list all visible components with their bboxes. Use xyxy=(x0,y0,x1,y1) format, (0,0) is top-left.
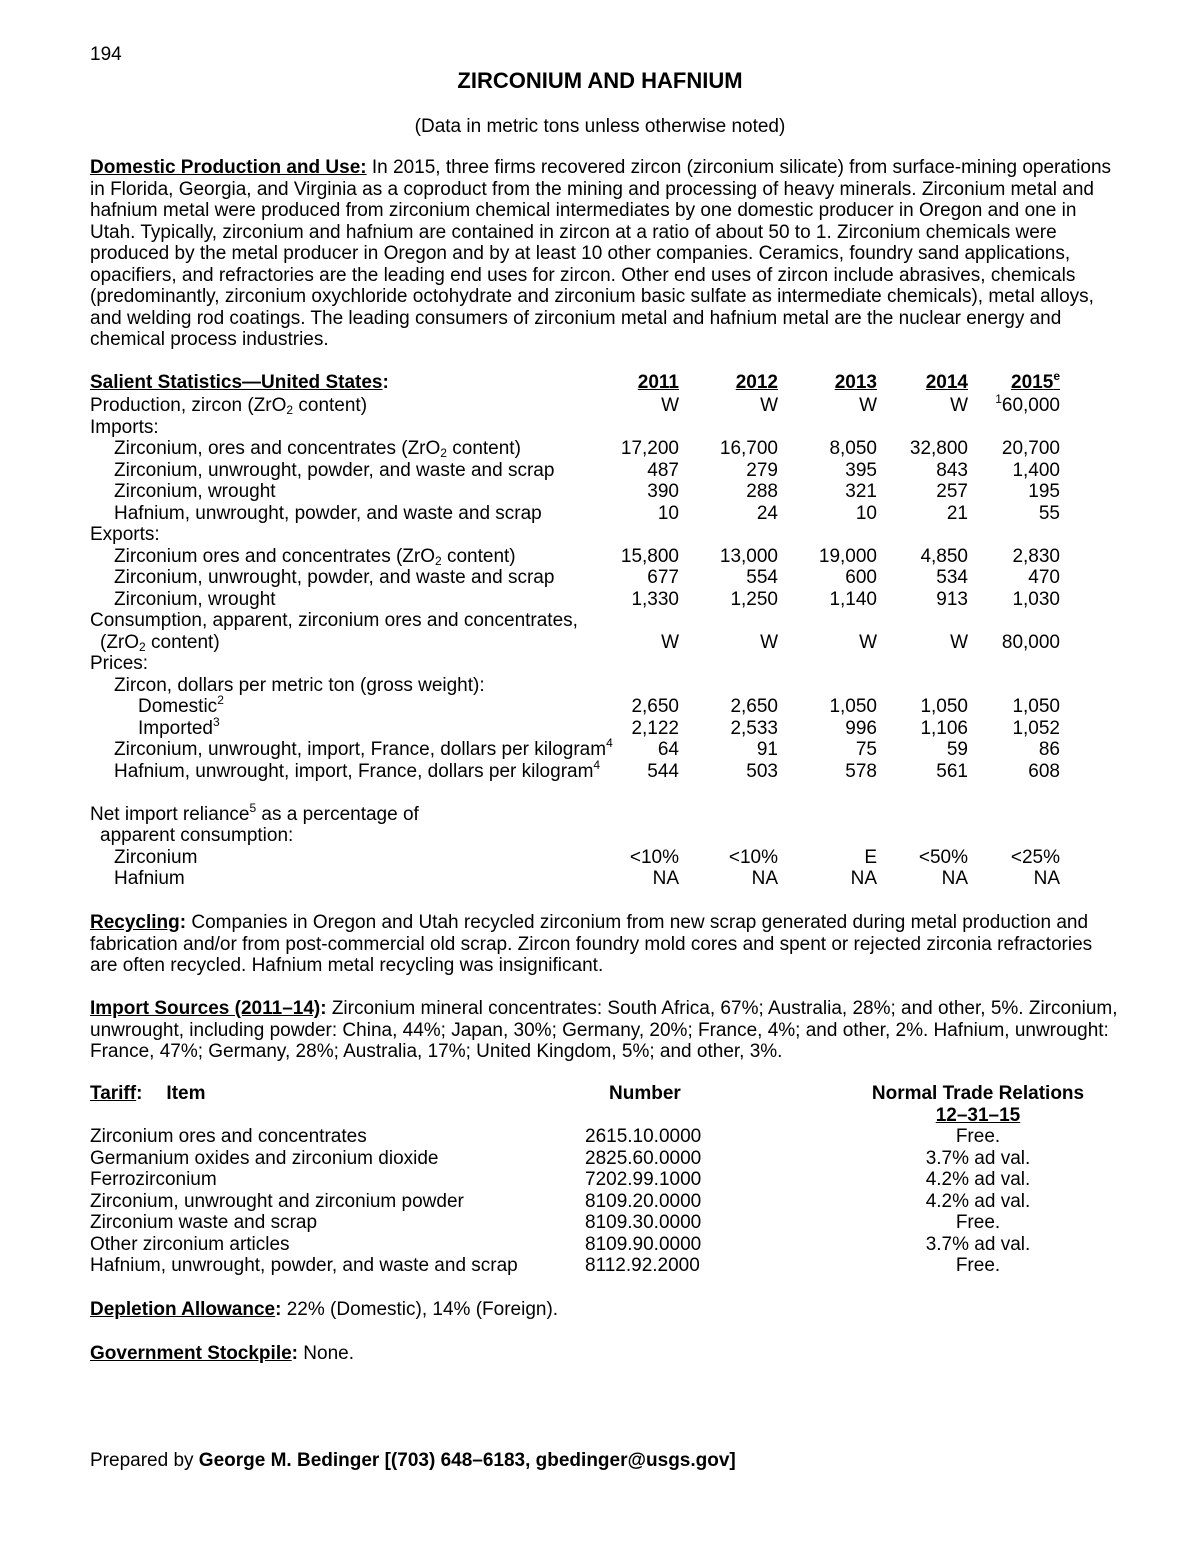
cell: 913 xyxy=(936,588,968,610)
cell: 16,700 xyxy=(719,438,778,459)
tariff-number: 2825.60.0000 xyxy=(585,1147,702,1169)
import-sources-heading: Import Sources (2011–14) xyxy=(90,998,321,1019)
row-label: Exports: xyxy=(90,524,160,545)
cell: <25% xyxy=(1010,846,1060,868)
cell: 75 xyxy=(855,739,877,760)
cell: 1,030 xyxy=(1012,588,1060,610)
cell: 390 xyxy=(647,481,679,502)
stats-row-imports-unwrought xyxy=(90,460,1070,482)
tariff-number-header: Number xyxy=(609,1083,681,1104)
cell: 279 xyxy=(746,459,778,481)
row-label: Zirconium, wrought xyxy=(114,481,276,502)
cell: 544 xyxy=(647,760,679,782)
tariff-rate: 3.7% ad val. xyxy=(925,1147,1031,1169)
cell: 288 xyxy=(746,481,778,502)
cell: NA xyxy=(850,868,877,889)
stockpile-text: None. xyxy=(298,1343,354,1364)
estimate-note: e xyxy=(1053,369,1060,383)
year-2013: 2013 xyxy=(834,372,877,393)
cell: 677 xyxy=(647,567,679,588)
cell: 2,122 xyxy=(631,717,679,739)
page-title: ZIRCONIUM AND HAFNIUM xyxy=(457,68,743,93)
tariff-rate: Free. xyxy=(955,1255,1001,1276)
cell: 1,330 xyxy=(631,588,679,610)
tariff-rate-date: 12–31–15 xyxy=(935,1104,1021,1126)
cell: 24 xyxy=(756,502,778,524)
cell: 17,200 xyxy=(620,438,679,459)
cell: W xyxy=(760,395,778,416)
recycling-text: Companies in Oregon and Utah recycled zirconium from new scrap generated during metal production and fabrication and/or from post-commercial old scrap. Zircon foundry mold cores and spent or rejected zirconia refractories are often recycled. Hafnium metal recycling was insignificant. xyxy=(90,912,1093,976)
domestic-production-section xyxy=(90,157,1120,351)
row-label: Zirconium ores and concentrates (ZrO$_2$ content) xyxy=(114,545,516,568)
prepared-by xyxy=(90,1450,736,1472)
cell: W xyxy=(661,395,679,416)
cell: 395 xyxy=(845,459,877,481)
cell: 59 xyxy=(946,739,968,760)
cell: 20,700 xyxy=(1001,438,1060,459)
tariff-row xyxy=(90,1234,1090,1256)
stats-row-nir-label-line2 xyxy=(90,825,1070,847)
stats-row-imports-wrought xyxy=(90,481,1070,503)
cell: <10% xyxy=(728,846,778,868)
prepared-by-label: Prepared by xyxy=(90,1450,199,1471)
stats-row-nir-label xyxy=(90,800,1070,826)
row-label: Consumption, apparent, zirconium ores and concentrates, xyxy=(90,610,578,631)
heading-colon: : xyxy=(291,1343,298,1364)
government-stockpile-section xyxy=(90,1343,1120,1365)
recycling-section xyxy=(90,912,1120,977)
page-number: 194 xyxy=(90,44,122,65)
cell: 1,050 xyxy=(920,696,968,717)
salient-statistics-table xyxy=(90,369,1070,890)
stats-row-production xyxy=(90,392,1070,417)
tariff-number: 8109.20.0000 xyxy=(585,1190,702,1212)
cell: 21 xyxy=(946,502,968,524)
row-label: Hafnium xyxy=(114,868,185,889)
row-label: Imported$^3$ xyxy=(138,714,220,739)
cell: 32,800 xyxy=(909,438,968,459)
tariff-item: Zirconium, unwrought and zirconium powder xyxy=(90,1190,464,1212)
cell: 15,800 xyxy=(620,545,679,567)
stats-row-imports-label xyxy=(90,417,1070,439)
stats-row-consumption xyxy=(90,632,1070,654)
tariff-rate: Free. xyxy=(955,1126,1001,1147)
cell: NA xyxy=(652,868,679,889)
cell: 10 xyxy=(657,502,679,524)
stats-row-exports-ores xyxy=(90,546,1070,568)
cell: 1,140 xyxy=(829,588,877,610)
import-sources-section xyxy=(90,998,1120,1063)
depletion-text: 22% (Domestic), 14% (Foreign). xyxy=(281,1299,559,1320)
stats-row-zirconium-price xyxy=(90,736,1070,761)
cell: W xyxy=(859,631,877,653)
cell: 1,052 xyxy=(1012,717,1060,739)
cell: 19,000 xyxy=(818,545,877,567)
cell: 91 xyxy=(756,739,778,760)
page-subtitle: (Data in metric tons unless otherwise noted) xyxy=(414,116,786,137)
stats-row-imported-price xyxy=(90,714,1070,740)
row-label: Prices: xyxy=(90,653,149,674)
cell: <50% xyxy=(918,846,968,868)
cell: 578 xyxy=(845,760,877,782)
stats-row-hafnium-price xyxy=(90,757,1070,783)
cell: W xyxy=(950,631,968,653)
cell: 1,050 xyxy=(1012,696,1060,717)
stats-row-domestic-price xyxy=(90,693,1070,718)
row-label: apparent consumption: xyxy=(100,825,294,846)
cell: W xyxy=(859,395,877,416)
cell: 503 xyxy=(746,760,778,782)
cell: 64 xyxy=(657,739,679,760)
tariff-rate: 4.2% ad val. xyxy=(925,1169,1031,1190)
tariff-item: Ferrozirconium xyxy=(90,1169,217,1190)
cell: 257 xyxy=(936,481,968,502)
row-label: Zirconium xyxy=(114,846,198,868)
cell: NA xyxy=(941,868,968,889)
tariff-rate: Free. xyxy=(955,1212,1001,1233)
stats-row-consumption-line1 xyxy=(90,610,1070,632)
tariff-number: 8112.92.2000 xyxy=(585,1255,700,1276)
tariff-number: 2615.10.0000 xyxy=(585,1126,702,1147)
tariff-row xyxy=(90,1126,1090,1148)
stats-row-exports-wrought xyxy=(90,589,1070,611)
cell: 534 xyxy=(936,567,968,588)
year-2011: 2011 xyxy=(637,372,679,393)
row-label: Zirconium, unwrought, import, France, dollars per kilogram$^4$ xyxy=(114,736,613,760)
tariff-number: 7202.99.1000 xyxy=(585,1169,702,1190)
row-label: Zirconium, unwrought, powder, and waste and scrap xyxy=(114,459,555,481)
cell: 80,000 xyxy=(1001,631,1060,653)
tariff-item: Other zirconium articles xyxy=(90,1233,290,1255)
tariff-row xyxy=(90,1169,1090,1191)
tariff-row xyxy=(90,1191,1090,1213)
stats-row-nir-hafnium xyxy=(90,868,1070,890)
cell: 470 xyxy=(1028,567,1060,588)
stats-row-imports-ores xyxy=(90,438,1070,460)
tariff-row xyxy=(90,1255,1090,1277)
cell: <10% xyxy=(629,846,679,868)
cell: W xyxy=(950,395,968,416)
cell: NA xyxy=(751,868,778,889)
depletion-allowance-section xyxy=(90,1299,1120,1321)
tariff-heading: Tariff: Item xyxy=(90,1083,206,1104)
row-label: Hafnium, unwrought, import, France, dollars per kilogram$^4$ xyxy=(114,757,601,782)
cell: W xyxy=(661,631,679,653)
row-label: (ZrO$_2$ content) xyxy=(100,631,220,654)
cell: 13,000 xyxy=(719,545,778,567)
cell: W xyxy=(760,631,778,653)
depletion-heading: Depletion Allowance xyxy=(90,1299,276,1320)
tariff-number: 8109.90.0000 xyxy=(585,1233,702,1255)
cell: 561 xyxy=(936,760,968,782)
tariff-rate: 4.2% ad val. xyxy=(925,1190,1031,1212)
cell: 1,050 xyxy=(829,696,877,717)
cell: 600 xyxy=(845,567,877,588)
cell: $^1$60,000 xyxy=(995,392,1060,416)
cell: 10 xyxy=(855,502,877,524)
stats-heading: Salient Statistics—United States: xyxy=(90,372,389,393)
cell: 4,850 xyxy=(920,545,968,567)
author-contact: George M. Bedinger [(703) 648–6183, gbedinger@usgs.gov] xyxy=(198,1450,736,1471)
tariff-item: Zirconium waste and scrap xyxy=(90,1212,318,1233)
cell: NA xyxy=(1033,868,1060,889)
tariff-table xyxy=(90,1083,1090,1277)
import-sources-text: Zirconium mineral concentrates: South Africa, 67%; Australia, 28%; and other, 5%. Zirconium, unwrought, including powder: China, 44%; Japan, 30%; Germany, 20%; France, 4%; and other, 2%. Hafnium, unwrought: France, 47%; Germany, 28%; Australia, 17%; United Kingdom, 5%; and other, 3%. xyxy=(90,998,1118,1062)
year-2014: 2014 xyxy=(925,372,968,393)
heading-colon: : xyxy=(275,1299,282,1320)
year-2015: 2015e xyxy=(1011,369,1060,393)
tariff-header-row-2 xyxy=(90,1105,1090,1127)
cell: 2,650 xyxy=(631,696,679,717)
cell: 996 xyxy=(845,717,877,739)
tariff-header-row xyxy=(90,1083,1090,1105)
row-label: Hafnium, unwrought, powder, and waste and scrap xyxy=(114,502,542,524)
domestic-production-text: In 2015, three firms recovered zircon (zirconium silicate) from surface-mining operations in Florida, Georgia, and Virginia as a coproduct from the mining and processing of heavy minerals. Zirconium metal and hafnium metal were produced from zirconium chemical intermediates by one domestic producer in Oregon and one in Utah. Typically, zirconium and hafnium are contained in zircon at a ratio of about 50 to 1. Zirconium chemicals were produced by the metal producer in Oregon and by at least 10 other companies. Ceramics, foundry sand applications, opacifiers, and refractories are the leading end uses for zircon. Other end uses of zircon include abrasives, chemicals (predominantly, zirconium oxychloride octohydrate and zirconium basic sulfate as intermediate chemicals), metal alloys, and welding rod coatings. The leading consumers of zirconium metal and hafnium metal are the nuclear energy and chemical process industries. xyxy=(90,157,1112,350)
row-label: Imports: xyxy=(90,416,159,438)
stats-row-imports-hafnium xyxy=(90,503,1070,525)
stats-row-zircon-price-label xyxy=(90,675,1070,697)
cell: 843 xyxy=(936,459,968,481)
cell: 8,050 xyxy=(829,438,877,459)
heading-colon: : xyxy=(179,912,187,933)
row-label: Zirconium, wrought xyxy=(114,588,276,610)
cell: 2,533 xyxy=(730,717,778,739)
tariff-row xyxy=(90,1148,1090,1170)
cell: 2,830 xyxy=(1012,545,1060,567)
row-label: Net import reliance$^5$ as a percentage of xyxy=(90,800,419,825)
recycling-heading: Recycling xyxy=(90,912,180,933)
cell: 1,400 xyxy=(1012,459,1060,481)
stats-header-row xyxy=(90,369,1070,395)
cell: 1,106 xyxy=(920,717,968,739)
tariff-item: Germanium oxides and zirconium dioxide xyxy=(90,1147,439,1169)
cell: 55 xyxy=(1038,502,1060,524)
heading-colon: : xyxy=(320,998,327,1019)
cell: 2,650 xyxy=(730,696,778,717)
row-label: Zircon, dollars per metric ton (gross weight): xyxy=(114,674,485,696)
row-label: Production, zircon (ZrO$_2$ content) xyxy=(90,395,368,417)
row-label: Zirconium, unwrought, powder, and waste and scrap xyxy=(114,567,555,588)
row-label: Domestic$^2$ xyxy=(138,693,224,717)
stats-row-prices-label xyxy=(90,653,1070,675)
stockpile-heading: Government Stockpile xyxy=(90,1343,292,1364)
domestic-production-heading: Domestic Production and Use: xyxy=(90,157,367,178)
cell: 86 xyxy=(1038,739,1060,760)
tariff-rate-header: Normal Trade Relations xyxy=(871,1083,1085,1104)
tariff-item: Zirconium ores and concentrates xyxy=(90,1126,367,1147)
row-label: Zirconium, ores and concentrates (ZrO$_2$ content) xyxy=(114,438,521,460)
cell: 321 xyxy=(845,481,877,502)
stats-row-exports-label xyxy=(90,524,1070,546)
cell: 608 xyxy=(1028,760,1060,782)
cell: 487 xyxy=(647,459,679,481)
tariff-item: Hafnium, unwrought, powder, and waste and scrap xyxy=(90,1255,518,1276)
stats-row-nir-zirconium xyxy=(90,847,1070,869)
stats-row-exports-unwrought xyxy=(90,567,1070,589)
year-2012: 2012 xyxy=(735,372,778,393)
cell: E xyxy=(864,846,877,868)
cell: 195 xyxy=(1028,481,1060,502)
tariff-rate: 3.7% ad val. xyxy=(925,1233,1031,1255)
stats-spacer xyxy=(90,782,1070,804)
cell: 554 xyxy=(746,567,778,588)
tariff-number: 8109.30.0000 xyxy=(585,1212,702,1233)
cell: 1,250 xyxy=(730,588,778,610)
tariff-row xyxy=(90,1212,1090,1234)
